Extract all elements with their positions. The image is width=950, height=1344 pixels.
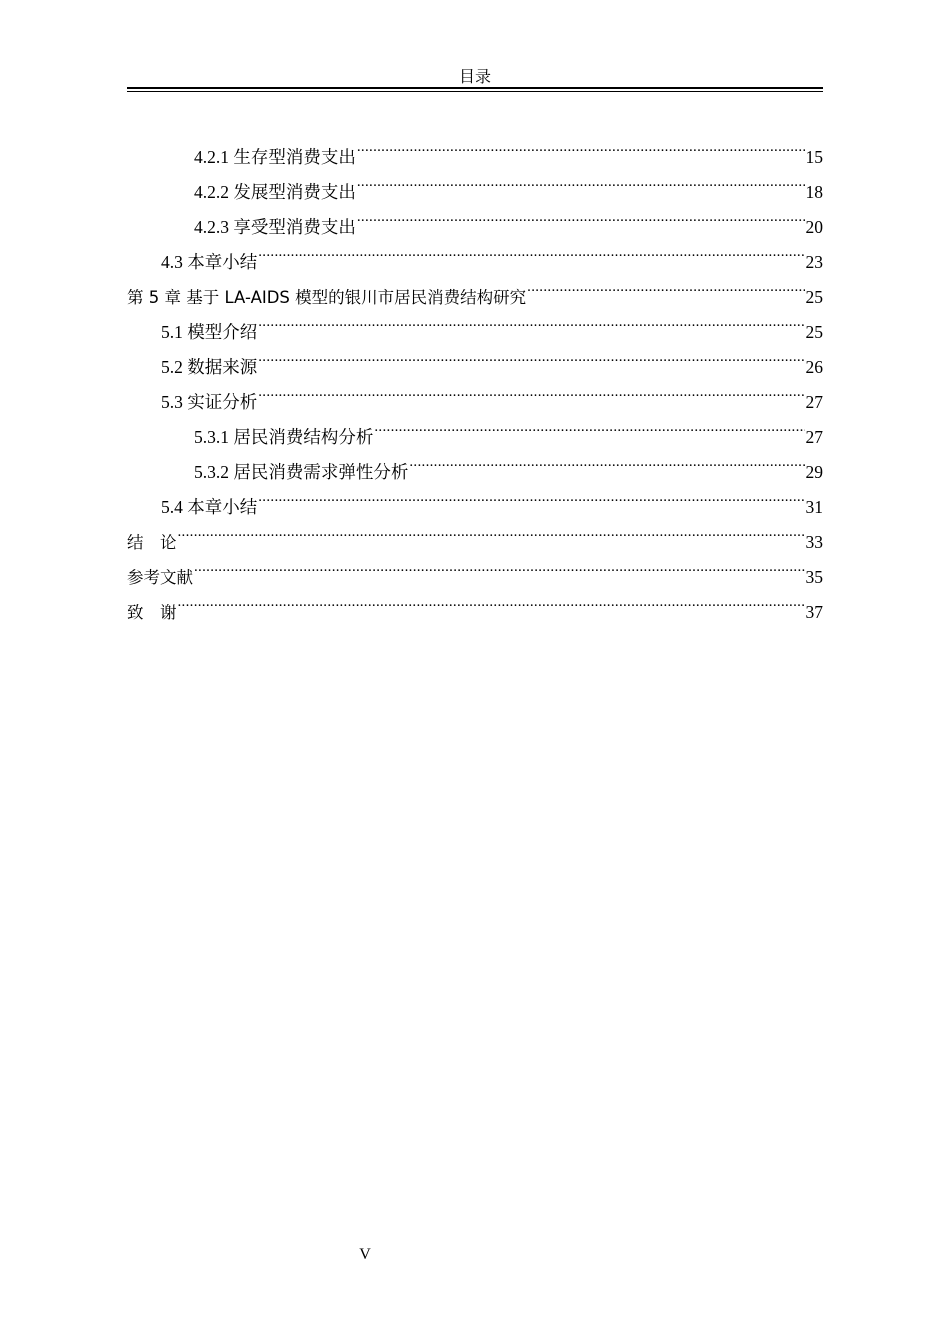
- toc-entry-label: 参考文献: [127, 568, 193, 587]
- toc-entry-acknowledgements[interactable]: [127, 583, 823, 622]
- header-rule-thick: [127, 87, 823, 89]
- toc-entry-page: 35: [805, 567, 823, 587]
- toc-dot-leader: [357, 163, 805, 198]
- toc-entry-label: 5.3.2 居民消费需求弹性分析: [194, 462, 409, 482]
- toc-entry-page: 31: [805, 497, 823, 517]
- toc-entry-page: 27: [805, 427, 823, 447]
- toc-entry-label: 4.3 本章小结: [161, 252, 258, 272]
- toc-entry-label: 4.2.2 发展型消费支出: [194, 182, 356, 202]
- toc-entry-page: 20: [805, 217, 823, 237]
- toc-entry-page: 29: [805, 462, 823, 482]
- toc-entry-label: 5.1 模型介绍: [161, 322, 258, 342]
- toc-entry-page: 25: [805, 287, 823, 307]
- toc-entry-label: 5.4 本章小结: [161, 497, 258, 517]
- toc-entry-label: 4.2.3 享受型消费支出: [194, 217, 356, 237]
- toc-dot-leader: [357, 198, 805, 233]
- toc-entry-label: 致 谢: [127, 603, 177, 622]
- toc-dot-leader: [374, 408, 804, 443]
- toc-dot-leader: [409, 443, 804, 478]
- toc-entry-label: 结 论: [127, 533, 177, 552]
- toc-entry-page: 18: [805, 182, 823, 202]
- toc-entry-page: 37: [805, 602, 823, 622]
- toc-entry-page: 26: [805, 357, 823, 377]
- toc-dot-leader: [357, 128, 805, 163]
- toc-dot-leader: [178, 583, 805, 618]
- header-rule-thin: [127, 91, 823, 92]
- toc-dot-leader: [258, 303, 804, 338]
- toc-entry-label: 第 5 章 基于 LA-AIDS 模型的银川市居民消费结构研究: [127, 288, 527, 307]
- toc-entry-label: 5.3 实证分析: [161, 392, 258, 412]
- toc-entry-4-2-1[interactable]: [127, 128, 823, 167]
- running-header: 目录: [458, 69, 491, 86]
- toc-entry-label: 5.3.1 居民消费结构分析: [194, 427, 374, 447]
- toc-entry-page: 23: [805, 252, 823, 272]
- toc-dot-leader: [258, 338, 804, 373]
- toc-dot-leader: [178, 513, 805, 548]
- toc-entry-page: 25: [805, 322, 823, 342]
- toc-entry-conclusion[interactable]: [127, 513, 823, 552]
- toc-dot-leader: [258, 233, 804, 268]
- toc-entry-label: 5.2 数据来源: [161, 357, 258, 377]
- toc-entry-label: 4.2.1 生存型消费支出: [194, 147, 356, 167]
- toc-dot-leader: [194, 548, 805, 583]
- toc-dot-leader: [527, 268, 804, 303]
- toc-entry-references[interactable]: [127, 548, 823, 587]
- toc-entry-page: 27: [805, 392, 823, 412]
- toc-dot-leader: [258, 373, 804, 408]
- page-number: V: [359, 1246, 371, 1263]
- toc-dot-leader: [258, 478, 804, 513]
- toc-entry-page: 15: [805, 147, 823, 167]
- toc-entry-page: 33: [805, 532, 823, 552]
- table-of-contents: [127, 128, 823, 622]
